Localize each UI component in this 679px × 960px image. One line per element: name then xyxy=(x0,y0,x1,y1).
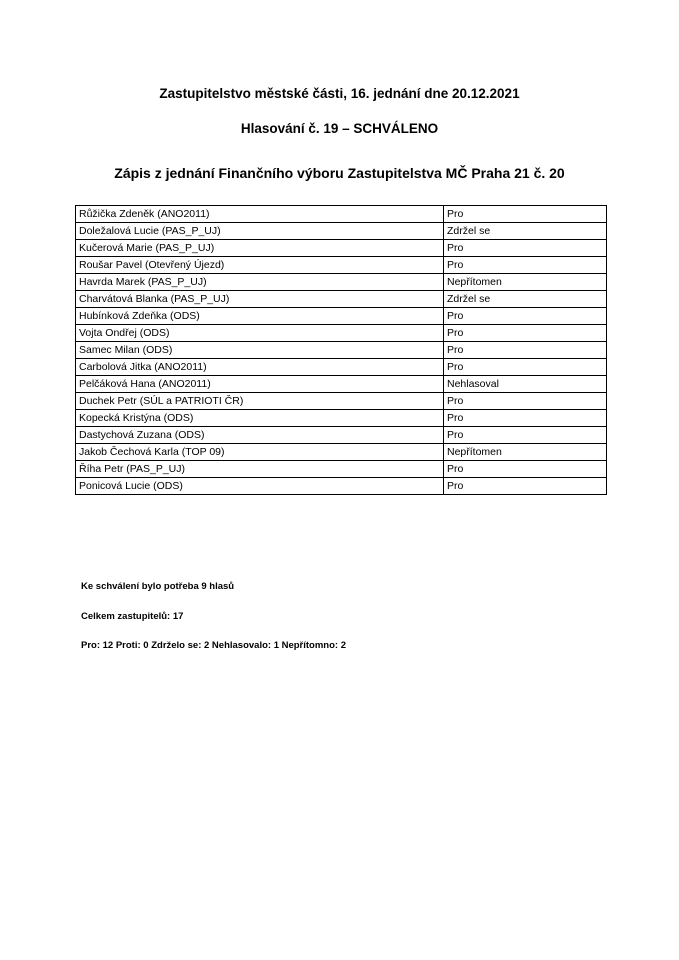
votes-table-body xyxy=(76,206,607,495)
table-row xyxy=(76,444,607,461)
member-vote-cell: Pro xyxy=(444,461,607,478)
member-name-cell: Pelčáková Hana (ANO2011) xyxy=(76,376,444,393)
table-row xyxy=(76,223,607,240)
member-name-cell: Hubínková Zdeňka (ODS) xyxy=(76,308,444,325)
member-name-cell: Kučerová Marie (PAS_P_UJ) xyxy=(76,240,444,257)
member-vote-cell: Nepřítomen xyxy=(444,444,607,461)
member-name-cell: Samec Milan (ODS) xyxy=(76,342,444,359)
vote-tally: Pro: 12 Proti: 0 Zdrželo se: 2 Nehlasovalo: 1 Nepřítomno: 2 xyxy=(81,640,347,651)
member-name-cell: Růžička Zdeněk (ANO2011) xyxy=(76,206,444,223)
member-vote-cell: Pro xyxy=(444,359,607,376)
member-name-cell: Havrda Marek (PAS_P_UJ) xyxy=(76,274,444,291)
member-vote-cell: Pro xyxy=(444,393,607,410)
member-name-cell: Charvátová Blanka (PAS_P_UJ) xyxy=(76,291,444,308)
member-vote-cell: Pro xyxy=(444,427,607,444)
member-name-cell: Dastychová Zuzana (ODS) xyxy=(76,427,444,444)
member-name-cell: Kopecká Kristýna (ODS) xyxy=(76,410,444,427)
member-name-cell: Vojta Ondřej (ODS) xyxy=(76,325,444,342)
member-name-cell: Doležalová Lucie (PAS_P_UJ) xyxy=(76,223,444,240)
member-vote-cell: Pro xyxy=(444,342,607,359)
vote-title: Hlasování č. 19 – SCHVÁLENO xyxy=(240,121,439,136)
member-vote-cell: Zdržel se xyxy=(444,291,607,308)
total-members: Celkem zastupitelů: 17 xyxy=(81,611,184,622)
member-name-cell: Jakob Čechová Karla (TOP 09) xyxy=(76,444,444,461)
member-name-cell: Carbolová Jitka (ANO2011) xyxy=(76,359,444,376)
table-row xyxy=(76,427,607,444)
member-name-cell: Říha Petr (PAS_P_UJ) xyxy=(76,461,444,478)
member-vote-cell: Pro xyxy=(444,257,607,274)
table-row xyxy=(76,291,607,308)
member-vote-cell: Zdržel se xyxy=(444,223,607,240)
member-vote-cell: Pro xyxy=(444,308,607,325)
member-vote-cell: Pro xyxy=(444,325,607,342)
votes-table xyxy=(75,205,607,495)
table-row xyxy=(76,478,607,495)
member-vote-cell: Nepřítomen xyxy=(444,274,607,291)
session-title: Zastupitelstvo městské části, 16. jednání dne 20.12.2021 xyxy=(159,86,520,101)
member-name-cell: Roušar Pavel (Otevřený Újezd) xyxy=(76,257,444,274)
table-row xyxy=(76,206,607,223)
member-name-cell: Duchek Petr (SÚL a PATRIOTI ČR) xyxy=(76,393,444,410)
table-row xyxy=(76,359,607,376)
member-name-cell: Ponicová Lucie (ODS) xyxy=(76,478,444,495)
member-vote-cell: Nehlasoval xyxy=(444,376,607,393)
table-row xyxy=(76,410,607,427)
table-row xyxy=(76,240,607,257)
member-vote-cell: Pro xyxy=(444,240,607,257)
member-vote-cell: Pro xyxy=(444,410,607,427)
vote-subject: Zápis z jednání Finančního výboru Zastupitelstva MČ Praha 21 č. 20 xyxy=(114,165,565,181)
table-row xyxy=(76,393,607,410)
table-row xyxy=(76,342,607,359)
table-row xyxy=(76,325,607,342)
required-votes: Ke schválení bylo potřeba 9 hlasů xyxy=(81,581,235,592)
table-row xyxy=(76,257,607,274)
table-row xyxy=(76,274,607,291)
member-vote-cell: Pro xyxy=(444,478,607,495)
member-vote-cell: Pro xyxy=(444,206,607,223)
table-row xyxy=(76,461,607,478)
table-row xyxy=(76,308,607,325)
table-row xyxy=(76,376,607,393)
